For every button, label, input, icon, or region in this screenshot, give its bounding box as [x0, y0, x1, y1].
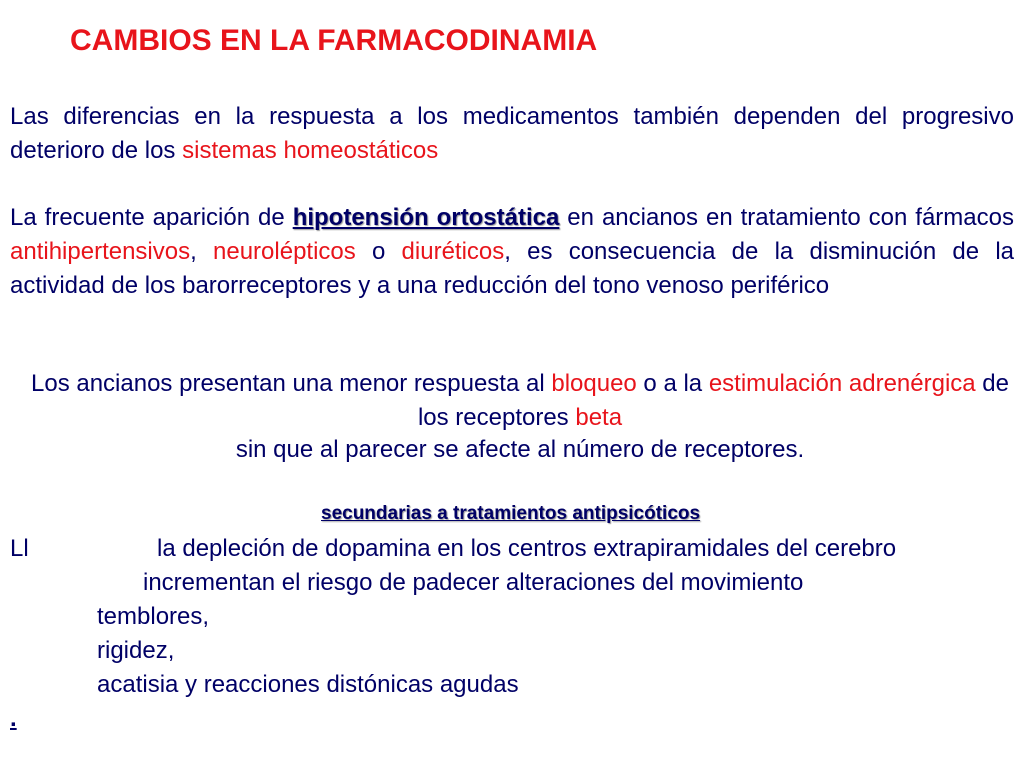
list-item-rigidez: rigidez, [97, 637, 175, 664]
paragraph-text: o [355, 238, 402, 265]
link-secundarias-antipsicoticos[interactable]: secundarias a tratamientos antipsicóticos [321, 503, 701, 524]
paragraph-text: de los receptores [417, 370, 1009, 431]
list-prefix: Ll [10, 535, 29, 562]
paragraph-text: , [190, 238, 213, 265]
slide-title: CAMBIOS EN LA FARMACODINAMIA [70, 24, 598, 57]
paragraph-text: o a la [636, 370, 709, 397]
highlight-estimulacion-adrenergica: estimulación adrenérgica [708, 370, 976, 397]
highlight-bloqueo: bloqueo [551, 370, 637, 397]
paragraph-text: Los ancianos presentan una menor respuesta al [31, 370, 552, 397]
list-line-risk: incrementan el riesgo de padecer alteraciones del movimiento [143, 569, 804, 596]
paragraph-text: Las diferencias en la respuesta a los medicamentos también dependen del progresivo deterioro de los [10, 103, 1014, 164]
highlight-beta: beta [575, 404, 623, 431]
trailing-link-mark[interactable]: . [10, 705, 17, 732]
highlight-diureticos: diuréticos [401, 238, 505, 265]
paragraph-receptor-number: sin que al parecer se afecte al número de receptores. [235, 436, 805, 463]
paragraph-orthostatic [10, 201, 1014, 303]
list-item-acatisia: acatisia y reacciones distónicas agudas [97, 671, 519, 698]
highlight-antihipertensivos: antihipertensivos [10, 238, 191, 265]
highlight-homeostatic: sistemas homeostáticos [182, 137, 439, 164]
highlight-neurolepticos: neurolépticos [213, 238, 356, 265]
paragraph-homeostatic [10, 100, 1014, 168]
paragraph-text: , es consecuencia de la disminución de la actividad de los barorreceptores y a una reducción del tono venoso periférico [10, 238, 1015, 299]
paragraph-text: en ancianos en tratamiento con fármacos [559, 204, 1014, 231]
list-line-dopamine: la depleción de dopamina en los centros extrapiramidales del cerebro [157, 535, 897, 562]
list-item-temblores: temblores, [97, 603, 210, 630]
paragraph-beta-receptors [30, 367, 1010, 435]
paragraph-text: La frecuente aparición de [10, 204, 293, 231]
link-hipotension-ortostatica[interactable]: hipotensión ortostática [292, 204, 560, 231]
